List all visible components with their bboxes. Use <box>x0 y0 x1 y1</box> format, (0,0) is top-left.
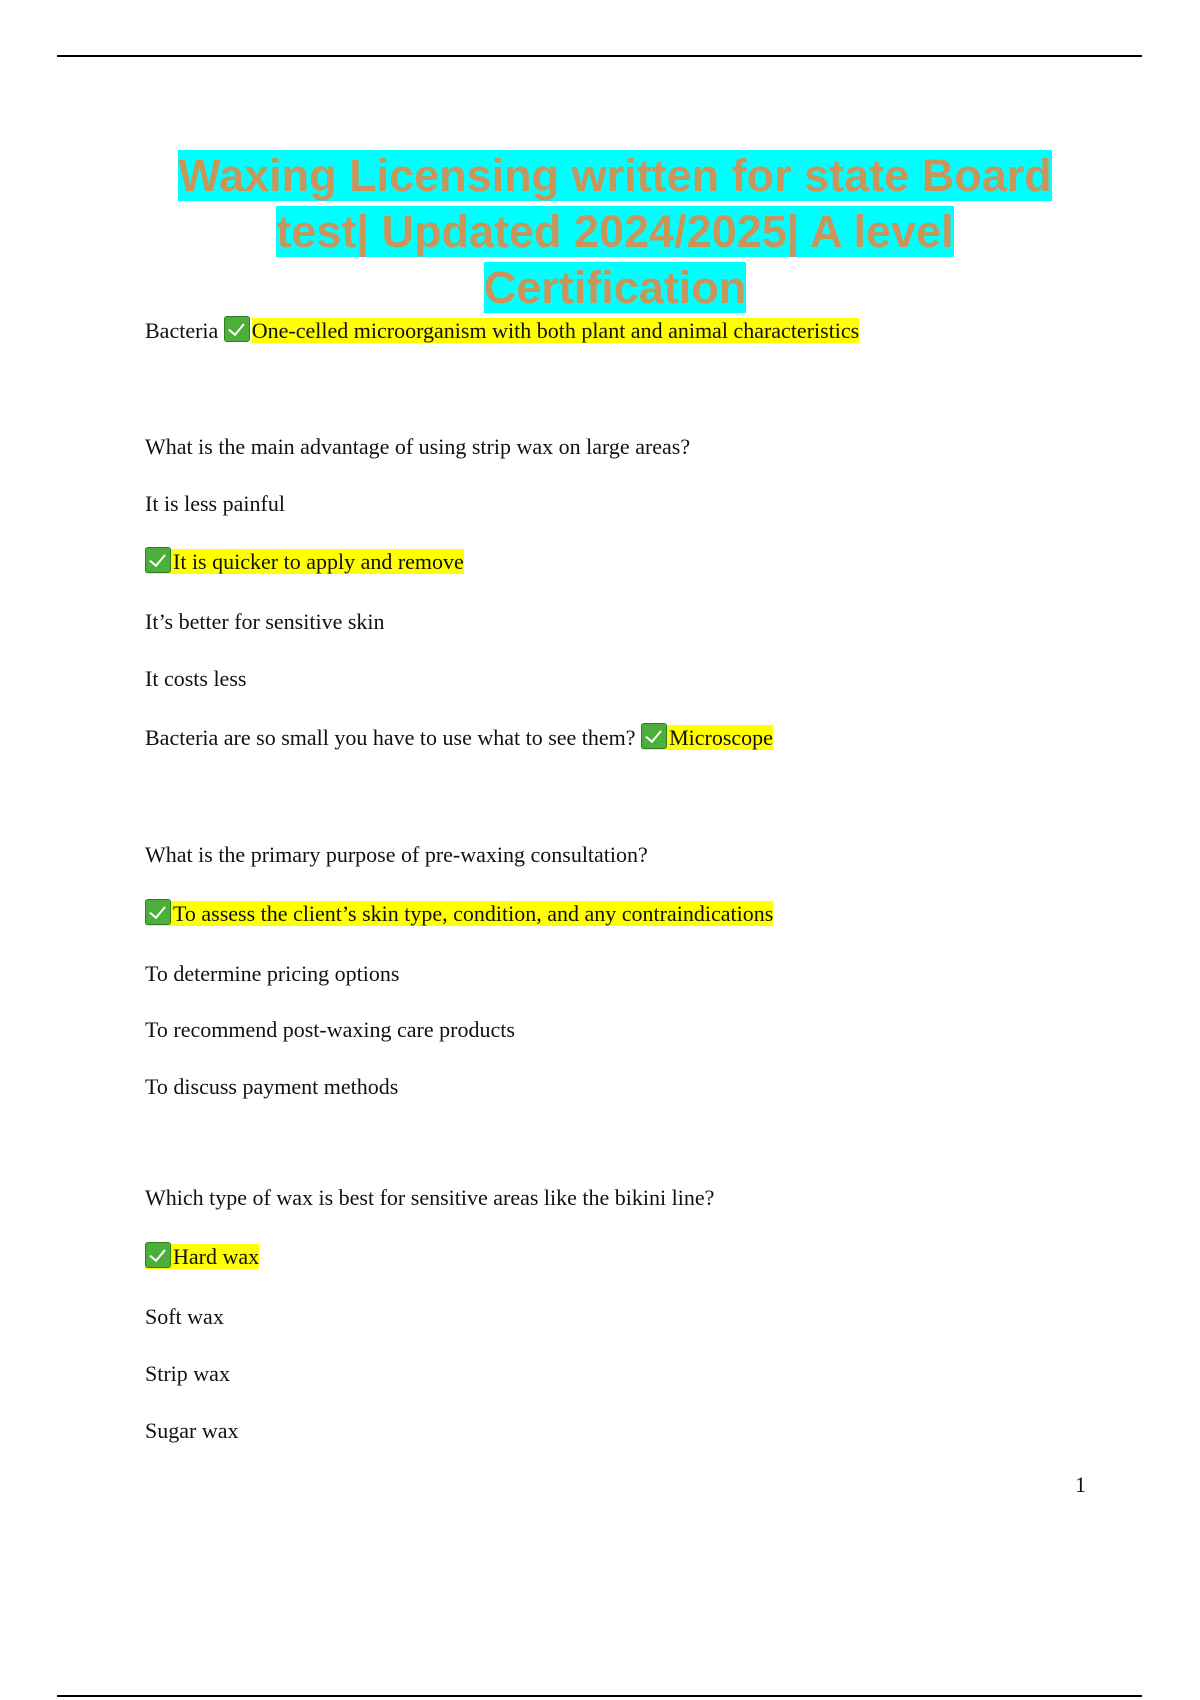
term: Bacteria <box>145 318 219 343</box>
question-strip-wax: What is the main advantage of using strip wax on large areas? <box>145 434 691 459</box>
bottom-rule <box>57 1695 1142 1697</box>
check-box-icon <box>641 723 667 749</box>
question-wax-type: Which type of wax is best for sensitive areas like the bikini line? <box>145 1185 715 1210</box>
option-correct-assess: To assess the client’s skin type, condition, and any contraindications <box>145 899 773 928</box>
option-post-care: To recommend post-waxing care products <box>145 1017 515 1042</box>
option-sensitive-skin: It’s better for sensitive skin <box>145 609 385 634</box>
option-less-painful: It is less painful <box>145 491 285 516</box>
option-soft-wax: Soft wax <box>145 1304 224 1329</box>
check-box-icon <box>145 1242 171 1268</box>
question-microscope: Bacteria are so small you have to use what to see them? Microscope <box>145 725 773 750</box>
check-box-icon <box>145 547 171 573</box>
check-box-icon <box>224 316 250 342</box>
option-correct-hard-wax: Hard wax <box>145 1242 259 1271</box>
option-payment: To discuss payment methods <box>145 1074 399 1099</box>
option-strip-wax: Strip wax <box>145 1361 230 1386</box>
option-pricing: To determine pricing options <box>145 961 400 986</box>
check-box-icon <box>145 899 171 925</box>
option-costs-less: It costs less <box>145 666 247 691</box>
option-sugar-wax: Sugar wax <box>145 1418 239 1443</box>
question-consultation: What is the primary purpose of pre-waxing consultation? <box>145 842 648 867</box>
page-number: 1 <box>1075 1472 1086 1497</box>
top-rule <box>57 55 1142 57</box>
option-correct-quicker: It is quicker to apply and remove <box>145 547 464 576</box>
definition-bacteria <box>145 316 859 345</box>
definition-answer: One-celled microorganism with both plant and animal characteristics <box>251 318 860 343</box>
document-title: Waxing Licensing written for state Board test| Updated 2024/2025| A level Certification <box>178 150 1052 313</box>
